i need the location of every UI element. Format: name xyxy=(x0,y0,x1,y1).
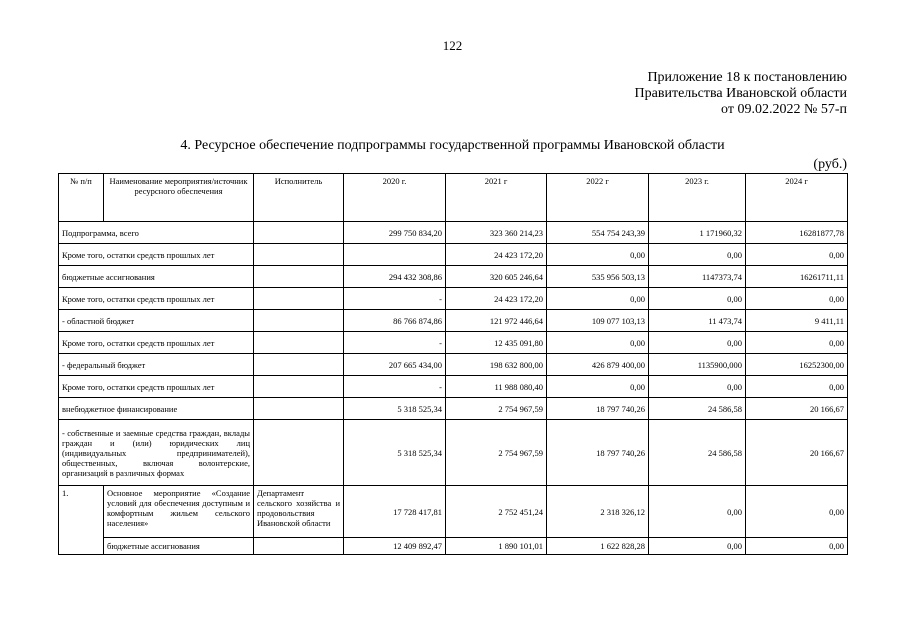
table-header-row xyxy=(59,174,848,222)
value-2023: 0,00 xyxy=(649,376,746,398)
value-2022: 2 318 326,12 xyxy=(547,486,649,538)
value-2020: 207 665 434,00 xyxy=(344,354,446,376)
value-2024: 16261711,11 xyxy=(746,266,848,288)
value-2023: 11 473,74 xyxy=(649,310,746,332)
value-2022: 554 754 243,39 xyxy=(547,222,649,244)
value-2020: 299 750 834,20 xyxy=(344,222,446,244)
value-2023: 1135900,000 xyxy=(649,354,746,376)
header-name: Наименование мероприятия/источник ресурсного обеспечения xyxy=(104,174,254,222)
value-2021: 11 988 080,40 xyxy=(446,376,547,398)
value-2023: 0,00 xyxy=(649,332,746,354)
value-2022: 1 622 828,28 xyxy=(547,538,649,555)
value-2021: 323 360 214,23 xyxy=(446,222,547,244)
row-label: Кроме того, остатки средств прошлых лет xyxy=(59,376,254,398)
value-2023: 0,00 xyxy=(649,486,746,538)
value-2021: 2 754 967,59 xyxy=(446,420,547,486)
value-2021: 1 890 101,01 xyxy=(446,538,547,555)
value-2022: 0,00 xyxy=(547,332,649,354)
row-label: Кроме того, остатки средств прошлых лет xyxy=(59,332,254,354)
header-2023: 2023 г. xyxy=(649,174,746,222)
value-2024: 0,00 xyxy=(746,332,848,354)
row-label: Подпрограмма, всего xyxy=(59,222,254,244)
value-2024: 20 166,67 xyxy=(746,398,848,420)
table-row xyxy=(59,288,848,310)
table-row xyxy=(59,222,848,244)
value-2020: 294 432 308,86 xyxy=(344,266,446,288)
row-label: - областной бюджет xyxy=(59,310,254,332)
row-executor xyxy=(254,398,344,420)
appendix-line-2: Правительства Ивановской области xyxy=(634,86,847,101)
value-2021: 121 972 446,64 xyxy=(446,310,547,332)
table-row xyxy=(59,538,848,555)
table-row xyxy=(59,244,848,266)
value-2024: 0,00 xyxy=(746,288,848,310)
header-2021: 2021 г xyxy=(446,174,547,222)
value-2022: 109 077 103,13 xyxy=(547,310,649,332)
appendix-note xyxy=(635,70,847,118)
main-event-row xyxy=(59,486,848,538)
row-executor xyxy=(254,266,344,288)
value-2020 xyxy=(344,244,446,266)
value-2020: 12 409 892,47 xyxy=(344,538,446,555)
value-2020: - xyxy=(344,332,446,354)
table-row xyxy=(59,420,848,486)
document-title: 4. Ресурсное обеспечение подпрограммы государственной программы Ивановской области xyxy=(180,138,725,153)
value-2020: 5 318 525,34 xyxy=(344,420,446,486)
main-event-executor: Департамент сельского хозяйства и продовольствия Ивановской области xyxy=(254,486,344,538)
header-2022: 2022 г xyxy=(547,174,649,222)
currency-unit: (руб.) xyxy=(813,157,847,172)
row-executor xyxy=(254,420,344,486)
row-label: - федеральный бюджет xyxy=(59,354,254,376)
table-row xyxy=(59,332,848,354)
row-label: бюджетные ассигнования xyxy=(59,266,254,288)
value-2020: 17 728 417,81 xyxy=(344,486,446,538)
value-2021: 2 754 967,59 xyxy=(446,398,547,420)
row-executor xyxy=(254,538,344,555)
value-2021: 24 423 172,20 xyxy=(446,288,547,310)
value-2020: 86 766 874,86 xyxy=(344,310,446,332)
value-2022: 18 797 740,26 xyxy=(547,420,649,486)
appendix-line-3: от 09.02.2022 № 57-п xyxy=(721,102,847,117)
value-2023: 24 586,58 xyxy=(649,398,746,420)
value-2023: 24 586,58 xyxy=(649,420,746,486)
header-2020: 2020 г. xyxy=(344,174,446,222)
value-2023: 1 171960,32 xyxy=(649,222,746,244)
value-2024: 16252300,00 xyxy=(746,354,848,376)
value-2024: 0,00 xyxy=(746,538,848,555)
main-event-name: Основное мероприятие «Создание условий для обеспечения доступным и комфортным жильем сельского населения» xyxy=(104,486,254,538)
row-label: внебюджетное финансирование xyxy=(59,398,254,420)
row-label: Кроме того, остатки средств прошлых лет xyxy=(59,288,254,310)
row-executor xyxy=(254,222,344,244)
row-label: бюджетные ассигнования xyxy=(104,538,254,555)
value-2024: 9 411,11 xyxy=(746,310,848,332)
value-2020: 5 318 525,34 xyxy=(344,398,446,420)
row-executor xyxy=(254,288,344,310)
row-label: - собственные и заемные средства граждан, вклады граждан и (или) юридических лиц (индивидуальных предпринимателей), общественных, включая волонтерские, организаций в различных формах xyxy=(59,420,254,486)
row-executor xyxy=(254,354,344,376)
table-row xyxy=(59,376,848,398)
value-2022: 18 797 740,26 xyxy=(547,398,649,420)
table-row xyxy=(59,354,848,376)
value-2024: 0,00 xyxy=(746,244,848,266)
value-2021: 12 435 091,80 xyxy=(446,332,547,354)
row-label: Кроме того, остатки средств прошлых лет xyxy=(59,244,254,266)
table-row xyxy=(59,398,848,420)
value-2022: 0,00 xyxy=(547,288,649,310)
appendix-line-1: Приложение 18 к постановлению xyxy=(647,70,847,85)
header-number: № п/п xyxy=(59,174,104,222)
value-2021: 24 423 172,20 xyxy=(446,244,547,266)
value-2024: 0,00 xyxy=(746,376,848,398)
value-2021: 198 632 800,00 xyxy=(446,354,547,376)
value-2023: 0,00 xyxy=(649,288,746,310)
main-event-number: 1. xyxy=(59,486,104,555)
row-executor xyxy=(254,332,344,354)
value-2024: 0,00 xyxy=(746,486,848,538)
row-executor xyxy=(254,244,344,266)
table-row xyxy=(59,266,848,288)
value-2022: 426 879 400,00 xyxy=(547,354,649,376)
table-row xyxy=(59,310,848,332)
value-2020: - xyxy=(344,376,446,398)
value-2023: 1147373,74 xyxy=(649,266,746,288)
value-2020: - xyxy=(344,288,446,310)
value-2022: 535 956 503,13 xyxy=(547,266,649,288)
value-2024: 20 166,67 xyxy=(746,420,848,486)
header-2024: 2024 г xyxy=(746,174,848,222)
header-executor: Исполнитель xyxy=(254,174,344,222)
row-executor xyxy=(254,376,344,398)
value-2021: 320 605 246,64 xyxy=(446,266,547,288)
value-2023: 0,00 xyxy=(649,538,746,555)
value-2024: 16281877,78 xyxy=(746,222,848,244)
page-number: 122 xyxy=(442,38,463,53)
row-executor xyxy=(254,310,344,332)
value-2023: 0,00 xyxy=(649,244,746,266)
value-2022: 0,00 xyxy=(547,376,649,398)
resource-table xyxy=(58,173,848,555)
value-2022: 0,00 xyxy=(547,244,649,266)
value-2021: 2 752 451,24 xyxy=(446,486,547,538)
